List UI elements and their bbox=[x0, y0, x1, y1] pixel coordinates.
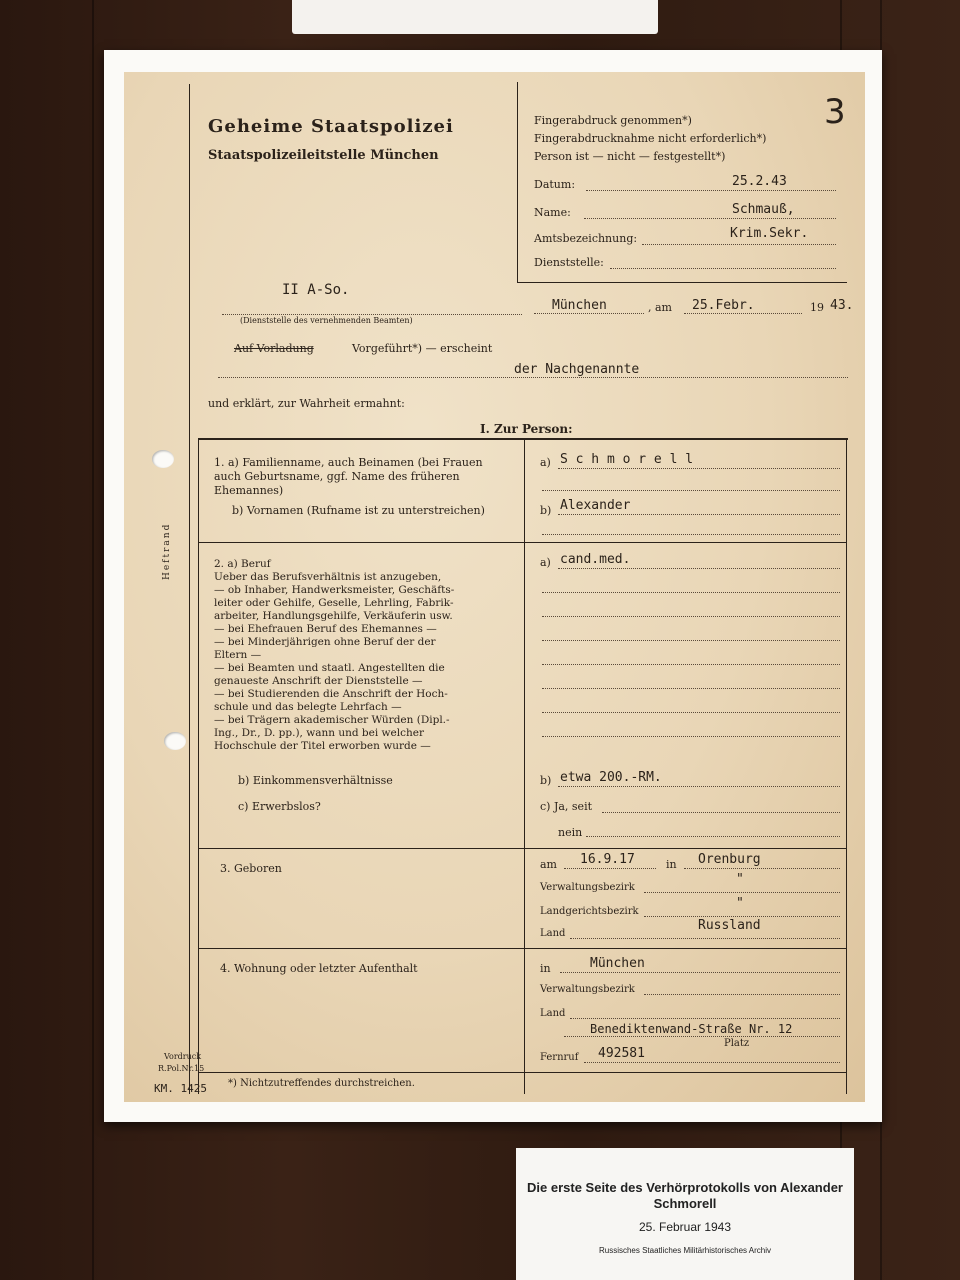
form-label-1: Vordruck bbox=[164, 1052, 202, 1061]
birth-date: 16.9.17 bbox=[580, 852, 635, 867]
form-label-2: R.Pol.Nr.15 bbox=[158, 1064, 205, 1073]
datum-label: Datum: bbox=[534, 178, 576, 191]
birth-place: Orenburg bbox=[698, 852, 761, 867]
phone: 492581 bbox=[598, 1046, 645, 1061]
ditto-1: " bbox=[736, 872, 744, 887]
row2-b-prefix: b) bbox=[540, 774, 552, 787]
section-title: I. Zur Person: bbox=[480, 422, 573, 436]
row3-verw: Verwaltungsbezirk bbox=[540, 882, 635, 893]
year-suffix: 43. bbox=[830, 298, 854, 313]
row3-land: Land bbox=[540, 928, 566, 939]
row1-label-b: b) Vornamen (Rufname ist zu unterstreichen) bbox=[232, 504, 485, 517]
footnote: *) Nichtzutreffendes durchstreichen. bbox=[228, 1078, 415, 1089]
dienststelle-label: Dienststelle: bbox=[534, 256, 604, 269]
row4-label: 4. Wohnung oder letzter Aufenthalt bbox=[220, 962, 418, 975]
row4-platz: Platz bbox=[724, 1038, 750, 1049]
erklaert: und erklärt, zur Wahrheit ermahnt: bbox=[208, 397, 405, 410]
street-address: Benediktenwand-Straße Nr. 12 bbox=[590, 1022, 793, 1036]
fingerprint-taken: Fingerabdruck genommen*) bbox=[534, 114, 692, 127]
row3-am: am bbox=[540, 858, 557, 871]
row3-landger: Landgerichtsbezirk bbox=[540, 906, 639, 917]
page-subtitle: Staatspolizeileitstelle München bbox=[208, 148, 439, 163]
caption-date: 25. Februar 1943 bbox=[638, 1220, 732, 1234]
punch-hole-top bbox=[152, 450, 174, 468]
row2-label-a: 2. a) Beruf Ueber das Berufsverhältnis ist anzugeben, — ob Inhaber, Handwerksmeister, Geschäfts- leiter oder Gehilfe, Geselle, Lehrling, Fabrik- arbeiter, Handlungsgehilfe, Verkäuferin usw. — bei Ehefrauen Beruf des Ehemannes — — bei Minderjährigen ohne Beruf der der Eltern — — bei Beamten und staatl. Angestellten die genaueste Anschrift der Dienststelle — — bei Studierenden die Anschrift der Hoch- schule und das belegte Lehrfach — — bei Trägern akademischer Würden (Dipl.- Ing., Dr., D. pp.), wann und bei welcher Hochschule der Titel erworben wurde — bbox=[214, 558, 455, 752]
page-number: 3 bbox=[824, 92, 846, 132]
vorgefuehrt: Vorgeführt*) — erscheint bbox=[352, 342, 493, 355]
row1-a-prefix: a) bbox=[540, 456, 551, 469]
office-date: 25.Febr. bbox=[692, 298, 755, 313]
row1-b-prefix: b) bbox=[540, 504, 552, 517]
top-label-card bbox=[292, 0, 658, 34]
caption-title: Die erste Seite des Verhörprotokolls von Alexander Schmorell bbox=[527, 1180, 843, 1211]
year-prefix: 19 bbox=[810, 301, 824, 314]
row2-label-c: c) Erwerbslos? bbox=[238, 800, 321, 813]
row1-label-a: 1. a) Familienname, auch Beinamen (bei Frauen auch Geburtsname, ggf. Name des früheren Ehemannes) bbox=[214, 456, 483, 497]
row4-verw: Verwaltungsbezirk bbox=[540, 984, 635, 995]
am-label: , am bbox=[648, 301, 672, 314]
fingerprint-not-required: Fingerabdrucknahme nicht erforderlich*) bbox=[534, 132, 767, 145]
amt-value: Krim.Sekr. bbox=[730, 226, 809, 241]
row4-in: in bbox=[540, 962, 551, 975]
nachgenannte: der Nachgenannte bbox=[514, 362, 640, 377]
row2-a-prefix: a) bbox=[540, 556, 551, 569]
row2-label-b: b) Einkommensverhältnisse bbox=[238, 774, 393, 787]
caption-source: Russisches Staatliches Militärhistorisches Archiv bbox=[598, 1246, 772, 1255]
surname: S c h m o r e l l bbox=[560, 452, 694, 467]
office-caption: (Dienststelle des vernehmenden Beamten) bbox=[240, 316, 413, 325]
datum-value: 25.2.43 bbox=[732, 174, 787, 189]
row3-label: 3. Geboren bbox=[220, 862, 282, 875]
form-number: KM. 1425 bbox=[154, 1082, 207, 1095]
margin-text: Heftrand bbox=[162, 522, 172, 580]
person-identified: Person ist — nicht — festgestellt*) bbox=[534, 150, 726, 163]
row4-fernruf: Fernruf bbox=[540, 1052, 579, 1063]
name-label: Name: bbox=[534, 206, 571, 219]
ditto-2: " bbox=[736, 896, 744, 911]
residence-city: München bbox=[590, 956, 645, 971]
punch-hole-bottom bbox=[164, 732, 186, 750]
row4-land: Land bbox=[540, 1008, 566, 1019]
document-page bbox=[124, 72, 865, 1102]
amt-label: Amtsbezeichnung: bbox=[534, 232, 638, 245]
income: etwa 200.-RM. bbox=[560, 770, 662, 785]
row3-in: in bbox=[666, 858, 677, 871]
name-value: Schmauß, bbox=[732, 202, 795, 217]
birth-country: Russland bbox=[698, 918, 761, 933]
row2-c-prefix: c) Ja, seit bbox=[540, 800, 593, 813]
nein: nein bbox=[558, 826, 583, 839]
struck-text: Auf Vorladung bbox=[234, 342, 314, 355]
exhibit-caption bbox=[516, 1148, 854, 1280]
page-title: Geheime Staatspolizei bbox=[208, 116, 454, 137]
city: München bbox=[552, 298, 607, 313]
first-name: Alexander bbox=[560, 498, 631, 513]
office-code: II A-So. bbox=[282, 282, 350, 298]
profession: cand.med. bbox=[560, 552, 631, 567]
